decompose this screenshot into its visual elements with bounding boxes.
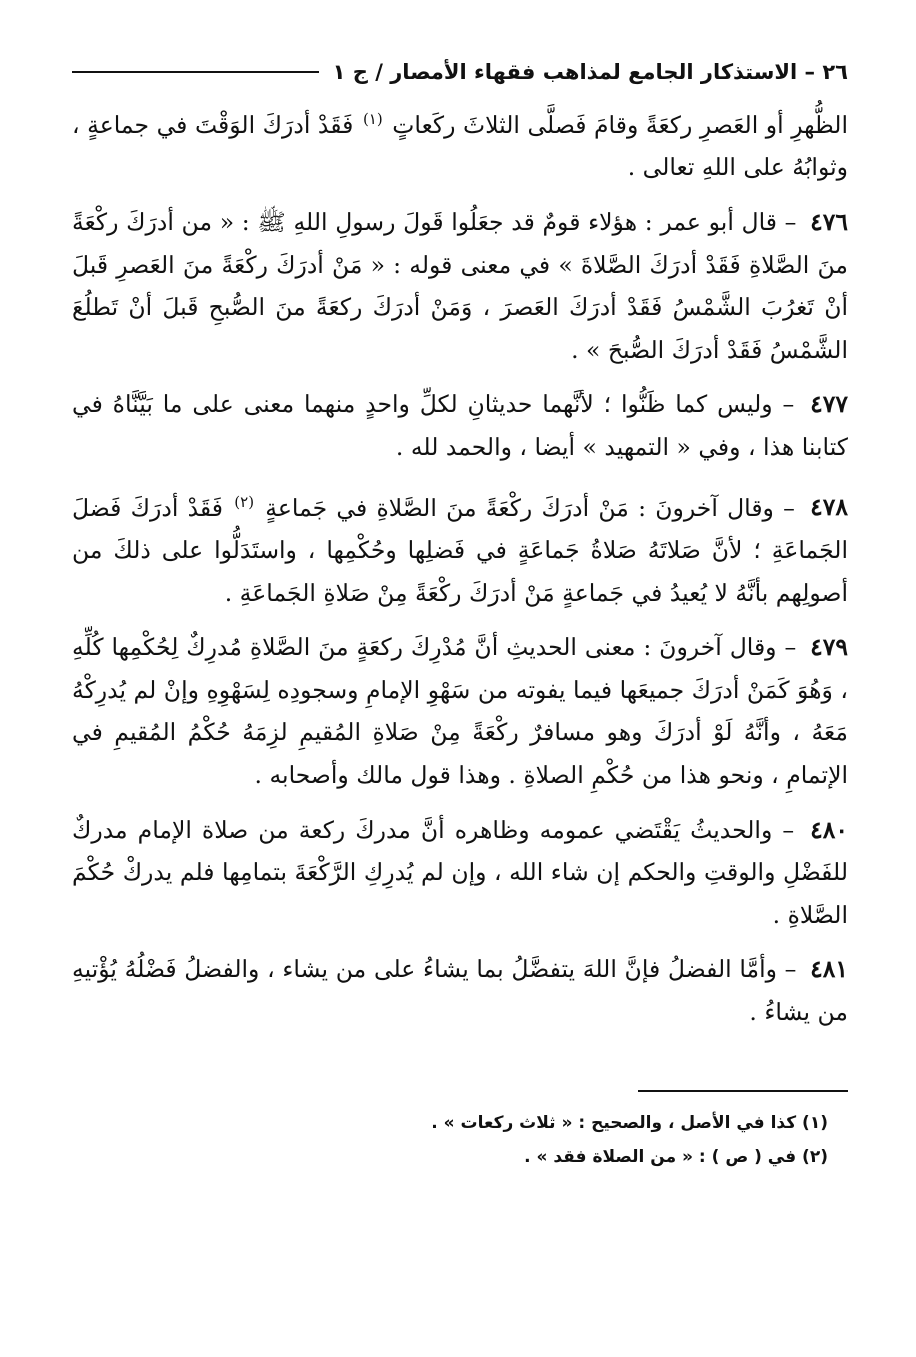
footnote: (١) كذا في الأصل ، والصحيح : « ثلاث ركعات » .	[431, 1112, 828, 1133]
paragraph-text-continued: فَقَدْ أدرَكَ فَضلَ الجَماعَةِ ؛ لأنَّ صَلاتَهُ صَلاةُ جَماعَةٍ في فَضلِها وحُكْمِها ، واستَدَلُّوا على ذلكَ من أصولِهم بأنَّهُ لا يُعيدُ في جَماعةٍ مَنْ أدرَكَ ركْعَةً مِنْ صَلاةِ الجَماعَةِ .	[72, 493, 848, 607]
body-text	[72, 98, 848, 1034]
paragraph	[72, 626, 848, 796]
paragraph-number: ٤٧٨	[810, 493, 848, 522]
paragraph-text: – وقال آخرونَ : مَنْ أدرَكَ ركْعَةً منَ الصَّلاةِ في جَماعةٍ	[265, 493, 795, 522]
paragraph	[72, 383, 848, 468]
paragraph	[72, 809, 848, 937]
header-text: ٢٦ – الاستذكار الجامع لمذاهب فقهاء الأمصار / ج ١	[332, 60, 848, 84]
paragraph	[72, 98, 848, 189]
paragraph-text: – وليس كما ظَنُّوا ؛ لأنَّهما حديثانِ لكلِّ واحدٍ منهما معنى على ما بَيَّنَّاهُ في كتابنا هذا ، وفي « التمهيد » أيضا ، والحمد لله .	[72, 390, 848, 461]
paragraph-text: – والحديثُ يَقْتَضي عمومه وظاهره أنَّ مدركَ ركعة من صلاة الإمام مدركٌ للفَضْلِ والوقتِ والحكم إن شاء الله ، وإن لم يُدرِكِ الرَّكْعَةَ بتمامِها فلم يدركْ حُكْمَ الصَّلاةِ .	[72, 815, 848, 929]
footnote-ref: (٢)	[234, 492, 255, 511]
paragraph-number: ٤٧٦	[810, 208, 848, 237]
paragraph-number: ٤٨١	[810, 955, 848, 984]
header-rule	[72, 71, 319, 73]
paragraph	[72, 481, 848, 615]
paragraph-number: ٤٧٧	[810, 390, 848, 419]
paragraph-text: – قال أبو عمر : هؤلاء قومٌ قد جعَلُوا قَولَ رسولِ اللهِ ﷺ : « من أدرَكَ ركْعَةً منَ الصَّلاةِ فَقَدْ أدرَكَ الصَّلاةَ » في معنى قوله : « مَنْ أدرَكَ ركْعَةً منَ العَصرِ قَبلَ أنْ تَغرُبَ الشَّمْسُ فَقَدْ أدرَكَ العَصرَ ، وَمَنْ أدرَكَ ركعَةً منَ الصُّبحِ قَبلَ أنْ تَطلُعَ الشَّمْسُ فَقَدْ أدرَكَ الصُّبحَ » .	[72, 208, 848, 364]
paragraph	[72, 948, 848, 1033]
paragraph	[72, 201, 848, 371]
footnote-rule	[638, 1090, 848, 1092]
page	[72, 52, 848, 1174]
paragraph-text: – وقال آخرونَ : معنى الحديثِ أنَّ مُدْرِكَ ركعَةٍ منَ الصَّلاةِ مُدرِكٌ لِحُكْمِها كُلِّهِ ، وَهُوَ كَمَنْ أدرَكَ جميعَها فيما يفوته من سَهْوِ الإمامِ وسجودِه لِسَهْوِهِ وإنْ لم يُدرِكْهُ مَعَهُ ، وأنَّهُ لَوْ أدرَكَ وهو مسافرٌ ركْعَةً مِنْ صَلاةِ المُقيمِ لزِمَهُ حُكْمُ المُقيمِ في الإتمامِ ، ونحو هذا من حُكْمِ الصلاةِ . وهذا قول مالك وأصحابه .	[72, 633, 848, 789]
footnote-ref: (١)	[362, 110, 383, 128]
footnotes	[72, 1106, 848, 1174]
paragraph-text: – وأمَّا الفضلُ فإنَّ اللهَ يتفضَّلُ بما يشاءُ على من يشاء ، والفضلُ فَضْلُهُ يُؤْتيهِ من يشاءُ .	[72, 955, 848, 1026]
paragraph-text: الظُّهرِ أو العَصرِ ركعَةً وقامَ فَصلَّى الثلاثَ ركَعاتٍ	[392, 110, 848, 139]
paragraph-number: ٤٧٩	[810, 633, 848, 662]
footnote: (٢) في ( ص ) : « من الصلاة فقد » .	[524, 1146, 828, 1167]
paragraph-number: ٤٨٠	[810, 815, 848, 844]
paragraph-text-continued: فَقَدْ أدرَكَ الوَقْتَ في جماعةٍ ، وثوابُهُ على اللهِ تعالى .	[72, 110, 848, 182]
running-header	[72, 52, 848, 92]
